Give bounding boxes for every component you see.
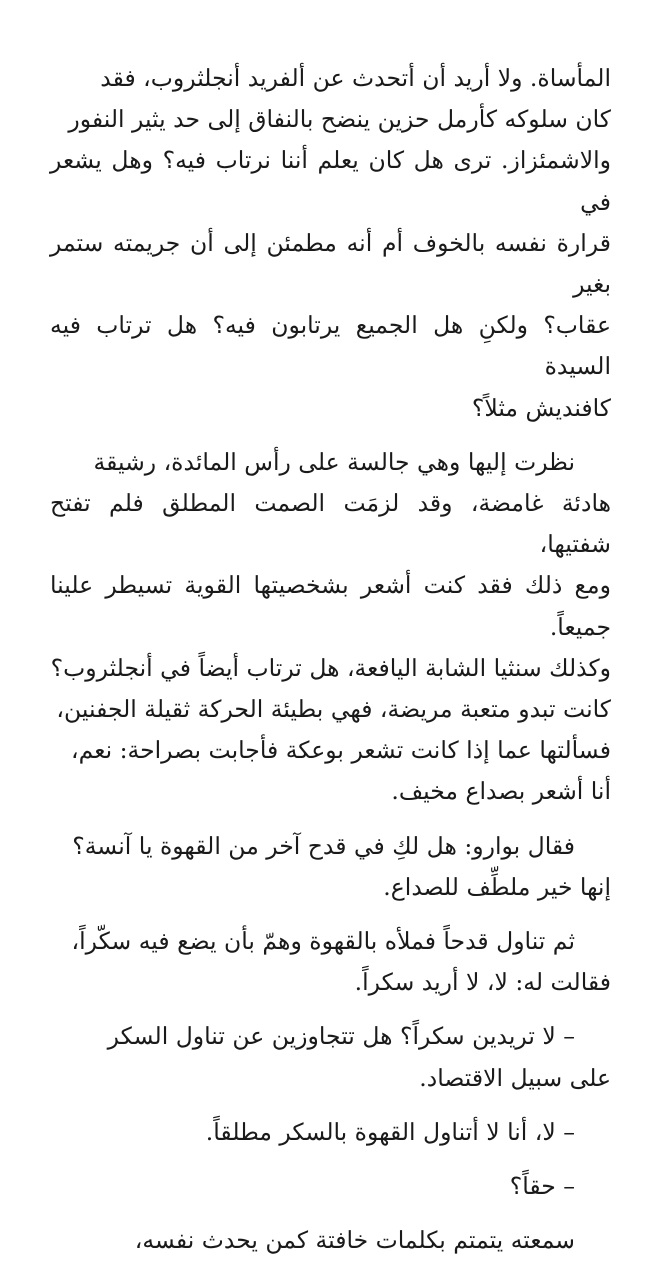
paragraph-1 [50,58,611,429]
text-line: – حقاً؟ [509,1172,575,1201]
text-line: ثم تناول قدحاً فملأه بالقهوة وهمّ بأن يضع فيه سكّراً، [71,927,575,956]
text-line: على سبيل الاقتصاد. [419,1063,611,1092]
paragraph-5 [50,1016,611,1098]
text-line: كانت تبدو متعبة مريضة، فهي بطيئة الحركة ثقيلة الجفنين، [56,695,611,724]
paragraph-6 [50,1112,611,1153]
paragraph-3 [50,826,611,908]
text-line: فسألتها عما إذا كانت تشعر بوعكة فأجابت بصراحة: نعم، [71,736,611,765]
text-line: ومع ذلك فقد كنت أشعر بشخصيتها القوية تسيطر علينا جميعاً. [50,571,611,641]
text-line: فقالت له: لا، لا أريد سكراً. [354,968,611,997]
text-line: كافنديش مثلاً؟ [471,393,611,422]
paragraph-7 [50,1166,611,1207]
book-page [50,58,611,1261]
paragraph-4 [50,921,611,1003]
text-line: هادئة غامضة، وقد لزمَت الصمت المطلق فلم تفتح شفتيها، [50,489,611,559]
text-line: والاشمئزاز. ترى هل كان يعلم أننا نرتاب فيه؟ وهل يشعر في [50,146,611,216]
text-line: نظرت إليها وهي جالسة على رأس المائدة، رشيقة [93,447,575,476]
text-line: وكذلك سنثيا الشابة اليافعة، هل ترتاب أيضاً في أنجلثروب؟ [50,653,611,682]
text-line: المأساة. ولا أريد أن أتحدث عن ألفريد أنجلثروب، فقد [100,64,611,92]
text-line: إنها خير ملطِّف للصداع. [383,872,611,901]
text-line: سمعته يتمتم بكلمات خافتة كمن يحدث نفسه، [134,1226,575,1255]
text-line: – لا تريدين سكراً؟ هل تتجاوزين عن تناول السكر [107,1022,575,1051]
paragraph-2 [50,442,611,813]
text-line: – لا، أنا لا أتناول القهوة بالسكر مطلقاً. [205,1117,575,1146]
text-line: كان سلوكه كأرمل حزين ينضح بالنفاق إلى حد يثير النفور [68,105,611,134]
text-line: عقاب؟ ولكنِ هل الجميع يرتابون فيه؟ هل ترتاب فيه السيدة [50,311,611,381]
text-line: أنا أشعر بصداع مخيف. [391,777,611,806]
text-line: قرارة نفسه بالخوف أم أنه مطمئن إلى أن جريمته ستمر بغير [50,228,611,299]
text-line: فقال بوارو: هل لكِ في قدح آخر من القهوة يا آنسة؟ [72,831,575,860]
paragraph-8 [50,1220,611,1261]
